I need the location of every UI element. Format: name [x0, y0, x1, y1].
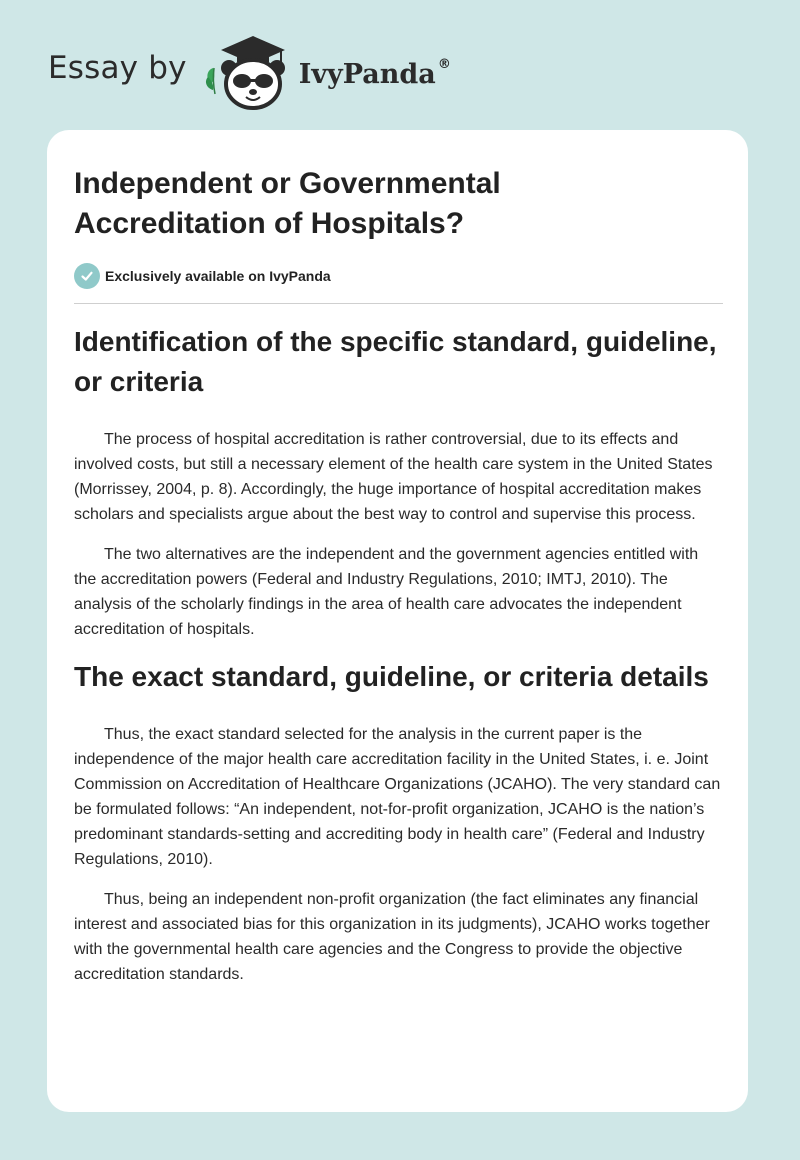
essay-card: [47, 130, 748, 1112]
essay-body: [74, 322, 724, 1002]
check-circle-icon: [74, 263, 100, 289]
brand-name[interactable]: IvyPanda: [298, 58, 436, 90]
section-heading: The exact standard, guideline, or criteria details: [74, 661, 709, 692]
leaf-icon: [206, 68, 215, 94]
registered-mark: ®: [437, 56, 451, 72]
section-identification: [74, 322, 724, 642]
title-divider: [74, 303, 723, 304]
brand-prefix: Essay by: [48, 50, 187, 86]
badge-text: Exclusively available on IvyPanda: [105, 268, 331, 284]
site-header: [48, 32, 451, 112]
panda-graduate-logo-icon[interactable]: [201, 32, 293, 112]
section-heading: Identification of the specific standard, guideline, or criteria: [74, 326, 717, 397]
section-details: [74, 657, 724, 987]
paragraph: Thus, the exact standard selected for the analysis in the current paper is the independence of the major health care accreditation facility in the United States, i. e. Joint Commission on Accreditation of Healthcare Organizations (JCAHO). The very standard can be formulated follows: “An independent, not-for-profit organization, JCAHO is the nation’s predominant standards-setting and accrediting body in health care” (Federal and Industry Regulations, 2010).: [74, 726, 721, 868]
paragraph: Thus, being an independent non-profit organization (the fact eliminates any financial interest and associated bias for this organization in its judgments), JCAHO works together with the governmental health care agencies and the Congress to provide the objective accreditation standards.: [74, 891, 710, 983]
essay-title: Independent or Governmental Accreditation of Hospitals?: [74, 167, 501, 240]
paragraph: The process of hospital accreditation is rather controversial, due to its effects and involved costs, but still a necessary element of the health care system in the United States (Morrissey, 2004, p. 8). Accordingly, the huge importance of hospital accreditation makes scholars and specialists argue about the best way to control and supervise this process.: [74, 431, 713, 523]
paragraph: The two alternatives are the independent and the government agencies entitled with the accreditation powers (Federal and Industry Regulations, 2010; IMTJ, 2010). The analysis of the scholarly findings in the area of health care advocates the independent accreditation of hospitals.: [74, 546, 699, 638]
exclusive-badge: [74, 263, 331, 289]
